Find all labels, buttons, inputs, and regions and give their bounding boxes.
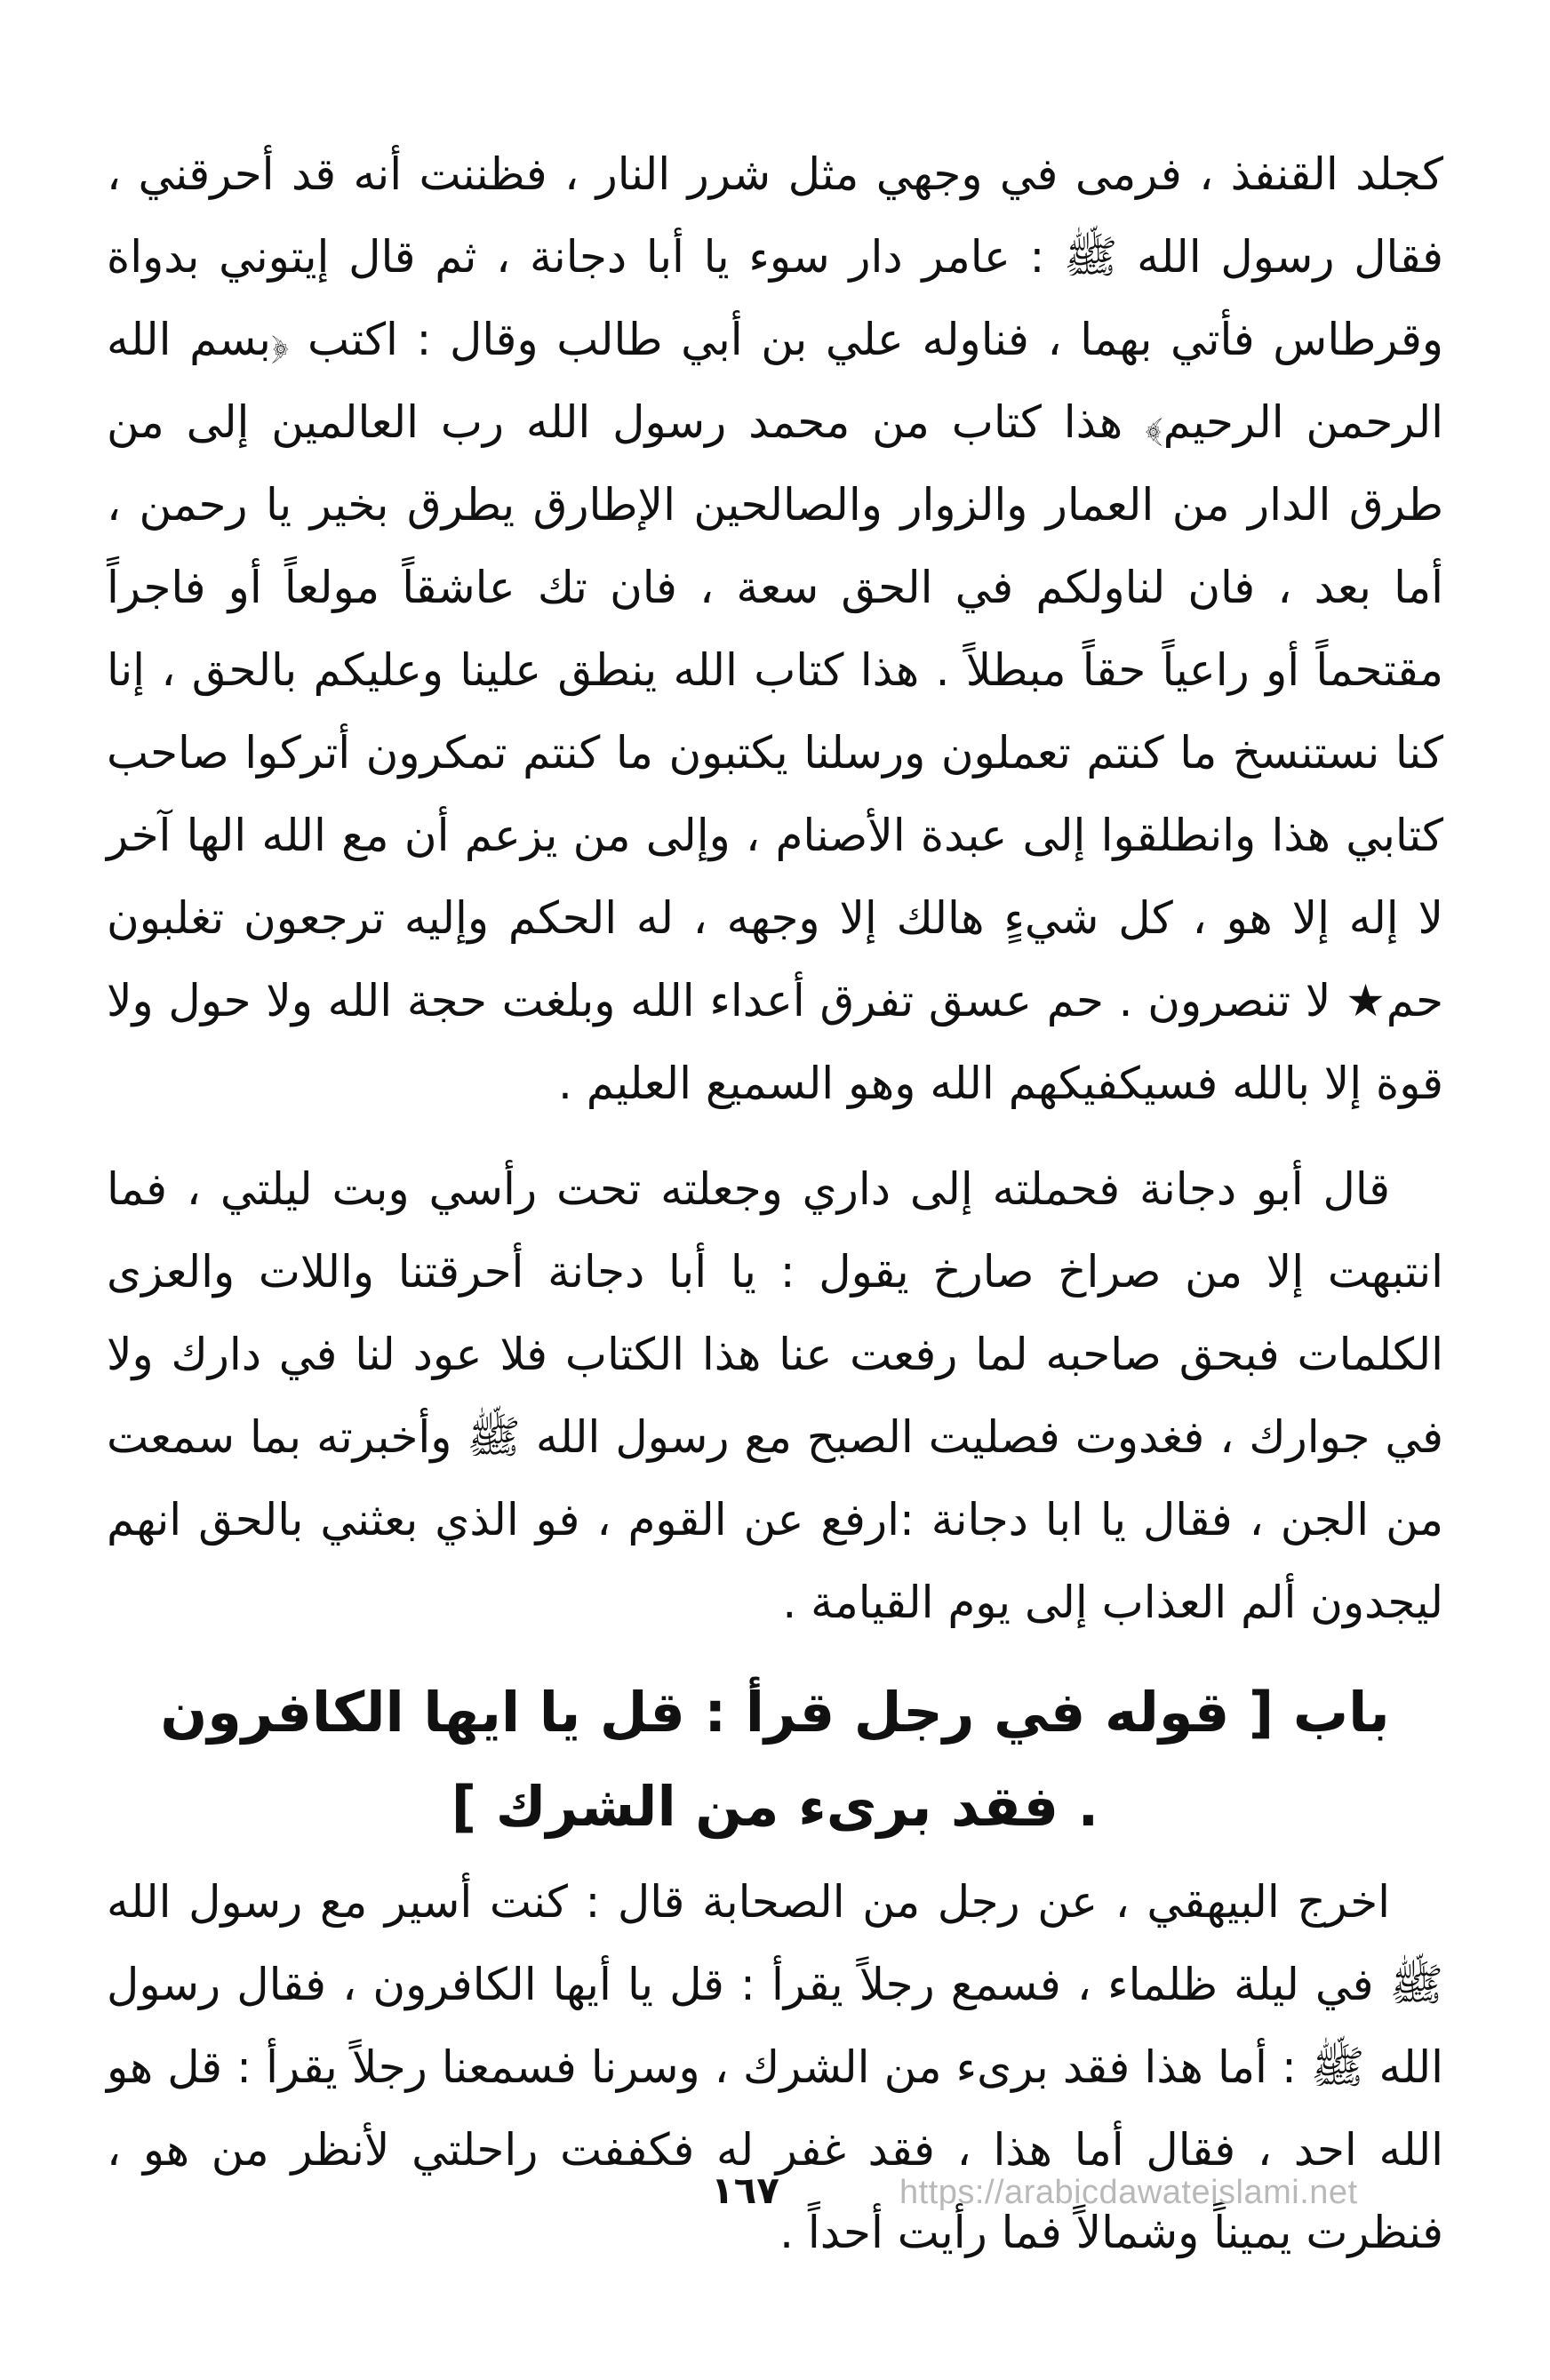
chapter-heading: باب [ قوله في رجل قرأ : قل يا ايها الكافرون . فقد برىء من الشرك ] bbox=[160, 1680, 1390, 1839]
paragraph-bayhaqi-narration: اخرج البيهقي ، عن رجل من الصحابة قال : كنت أسير مع رسول الله ﷺ في ليلة ظلماء ، فسمع رجلاً يقرأ : قل يا أيها الكافرون ، فقال رسول الله ﷺ : أما هذا فقد برىء من الشرك ، وسرنا فسمعنا رجلاً يقرأ : قل هو الله احد ، فقال أما هذا ، فقد غفر له فكففت راحلتي لأنظر من هو ، فنظرت يميناً وشمالاً فما رأيت أحداً . bbox=[107, 1876, 1443, 2258]
paragraph-talisman-letter: كجلد القنفذ ، فرمى في وجهي مثل شرر النار ، فظننت أنه قد أحرقني ، فقال رسول الله ﷺ : عامر دار سوء يا أبا دجانة ، ثم قال إيتوني بدواة وقرطاس فأتي بهما ، فناوله علي بن أبي طالب وقال : اكتب ﴿بسم الله الرحمن الرحيم﴾ هذا كتاب من محمد رسول الله رب العالمين إلى من طرق الدار من العمار والزوار والصالحين الإطارق يطرق بخير يا رحمن ، أما بعد ، فان لناولكم في الحق سعة ، فان تك عاشقاً مولعاً أو فاجراً مقتحماً أو راعياً حقاً مبطلاً . هذا كتاب الله ينطق علينا وعليكم بالحق ، إنا كنا نستنسخ ما كنتم تعملون ورسلنا يكتبون ما كنتم تمكرون أتركوا صاحب كتابي هذا وانطلقوا إلى عبدة الأصنام ، وإلى من يزعم أن مع الله الها آخر لا إله إلا هو ، كل شيءٍ هالك إلا وجهه ، له الحكم وإليه ترجعون تغلبون حم★ لا تنصرون . حم عسق تفرق أعداء الله وبلغت حجة الله ولا حول ولا قوة إلا بالله فسيكفيكهم الله وهو السميع العليم . bbox=[107, 148, 1443, 1109]
paragraph-abu-dujana-account: قال أبو دجانة فحملته إلى داري وجعلته تحت رأسي وبت ليلتي ، فما انتبهت إلا من صراخ صارخ يقول : يا أبا دجانة أحرقتنا واللات والعزى الكلمات فبحق صاحبه لما رفعت عنا هذا الكتاب فلا عود لنا في دارك ولا في جوارك ، فغدوت فصليت الصبح مع رسول الله ﷺ وأخبرته بما سمعت من الجن ، فقال يا ابا دجانة :ارفع عن القوم ، فو الذي بعثني بالحق انهم ليجدون ألم العذاب إلى يوم القيامة . bbox=[107, 1163, 1443, 1628]
book-page bbox=[107, 133, 1443, 2274]
page-number: ١٦٧ bbox=[711, 2168, 779, 2212]
page-footer bbox=[0, 2168, 1550, 2240]
website-watermark: https://arabicdawateislami.net bbox=[899, 2174, 1358, 2211]
